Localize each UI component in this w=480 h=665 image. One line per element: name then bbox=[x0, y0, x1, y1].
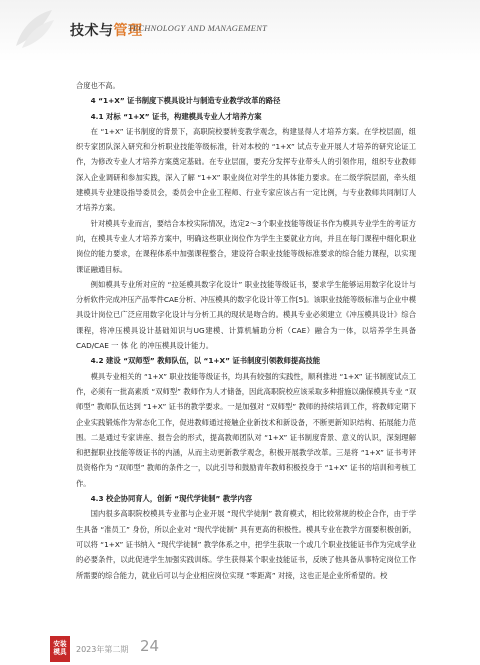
paragraph-continued: 合度也不高。 bbox=[76, 81, 120, 90]
subsection-heading-4-3: 4.3 校企协同育人，创新 “现代学徒制” 教学内容 bbox=[90, 494, 253, 504]
journal-logo-box bbox=[50, 636, 70, 662]
page-number: 24 bbox=[140, 637, 160, 655]
paragraph-3: 例如模具专业所对应的 “拉延模具数字化设计” 职业技能等级证书，要求学生能够运用数字化设计与分析软件完成冲压产品零件CAE分析、冲压模具的数字化设计等工作[5]。该职业技能等级标准与企业中模具设计岗位已广泛应用数字化设计与分析工具的现状是吻合的。模具专业必须建立《冲压模具设计》综合课程，将冲压模具设计基础知识与UG建模、计算机辅助分析（CAE）融合为一体，以培养学生具备CAD/CAE 一 体 化 的冲压模具设计能力。 bbox=[76, 279, 416, 351]
brand-accent: 管理 bbox=[113, 23, 143, 39]
paragraph-5: 国内很多高职院校模具专业都与企业开展 “现代学徒制” 教育模式，相比较常规的校企合作，由于学生具备 “准员工” 身份，所以企业对 “现代学徒制” 具有更高的积极性。模具专业在教学方面要积极创新，可以将 “1+X” 证书纳入 “现代学徒制” 教学体系之中，把学生获取一个或几个职业技能证书作为完成学业的必要条件，以此促进学生加强实践训练。学生获得某个职业技能证书，反映了他具备从事特定岗位工作所需要的综合能力，就业后可以与企业相应岗位实现 “零距离” 对接，这也正是企业所希望的。校 bbox=[76, 509, 416, 580]
section-heading-4: 4 “1+X” 证书制度下模具设计与制造专业教学改革的路径 bbox=[90, 96, 281, 106]
brand-english: TECHNOLOGY AND MANAGEMENT bbox=[128, 24, 268, 33]
brand-prefix: 技术与 bbox=[70, 23, 114, 39]
decorative-leaf-icon bbox=[12, 6, 56, 50]
page-header bbox=[0, 0, 480, 62]
subsection-heading-4-1: 4.1 对标 “1+X” 证书，构建模具专业人才培养方案 bbox=[90, 111, 262, 121]
issue-label: 2023年第二期 bbox=[76, 645, 129, 654]
article-body bbox=[76, 78, 416, 583]
page-footer bbox=[0, 636, 480, 665]
paragraph-2: 针对模具专业而言，要结合本校实际情况，选定2～3个职业技能等级证书作为模具专业学生的考证方向，在模具专业人才培养方案中，明确这些职业岗位作为学生主要就业方向，并且在每门课程中细化职业岗位的能力要求，在课程体系中加强课程整合，建设符合职业技能等级标准要求的综合能力课程，以实现课证融通目标。 bbox=[76, 218, 416, 274]
paragraph-1: 在 “1+X” 证书制度的背景下，高职院校要转变教学观念，构建显得人才培养方案。在学校层面，组织专家团队深入研究和分析职业技能等级标准，针对本校的 “1+X” 试点专业开展人才培养的研究论证工作，为修改专业人才培养方案奠定基础。在专业层面，要充分发挥专业带头人的引领作用，组织专业教师深入企业调研和参加实践，深入了解 “1+X” 职业岗位对学生的具体能力要求。在二级学院层面，牵头组建模具专业建设指导委员会，委员会中企业工程师、行业专家应该占有一定比例，与专业教师共同制订人才培养方案。 bbox=[76, 126, 416, 213]
logo-line-1: 安装 bbox=[53, 640, 67, 648]
subsection-heading-4-2: 4.2 建设 “双师型” 教师队伍，以 “1+X” 证书制度引领教师提高技能 bbox=[90, 356, 321, 366]
logo-line-2: 模具 bbox=[53, 648, 67, 657]
paragraph-4: 模具专业相关的 “1+X” 职业技能等级证书，均具有较强的实践性，顺利推进 “1+X” 证书制度试点工作，必须有一批高素质 “双师型” 教师作为人才储备，因此高职院校应该采取多种措施以确保模具专业 “双师型” 教师队伍达到 “1+X” 证书的教学要求。一是加强对 “双师型” 教师的持续培训工作，将教师定期下企业实践锻炼作为常态化工作，促进教师通过接触企业新技术和新设备，不断更新知识结构、拓展能力范围。二是通过专家讲座、报告会的形式，提高教师团队对 “1+X” 证书制度背景、意义的认识，深刻理解和把握职业技能等级证书的内涵，从而主动更新教学观念，积极开展教学改革。三是将 “1+X” 证书考评员资格作为 “双师型” 教师的条件之一，以此引导和鼓励青年教师积极投身于 “1+X” 证书的培训和考核工作。 bbox=[76, 371, 416, 488]
